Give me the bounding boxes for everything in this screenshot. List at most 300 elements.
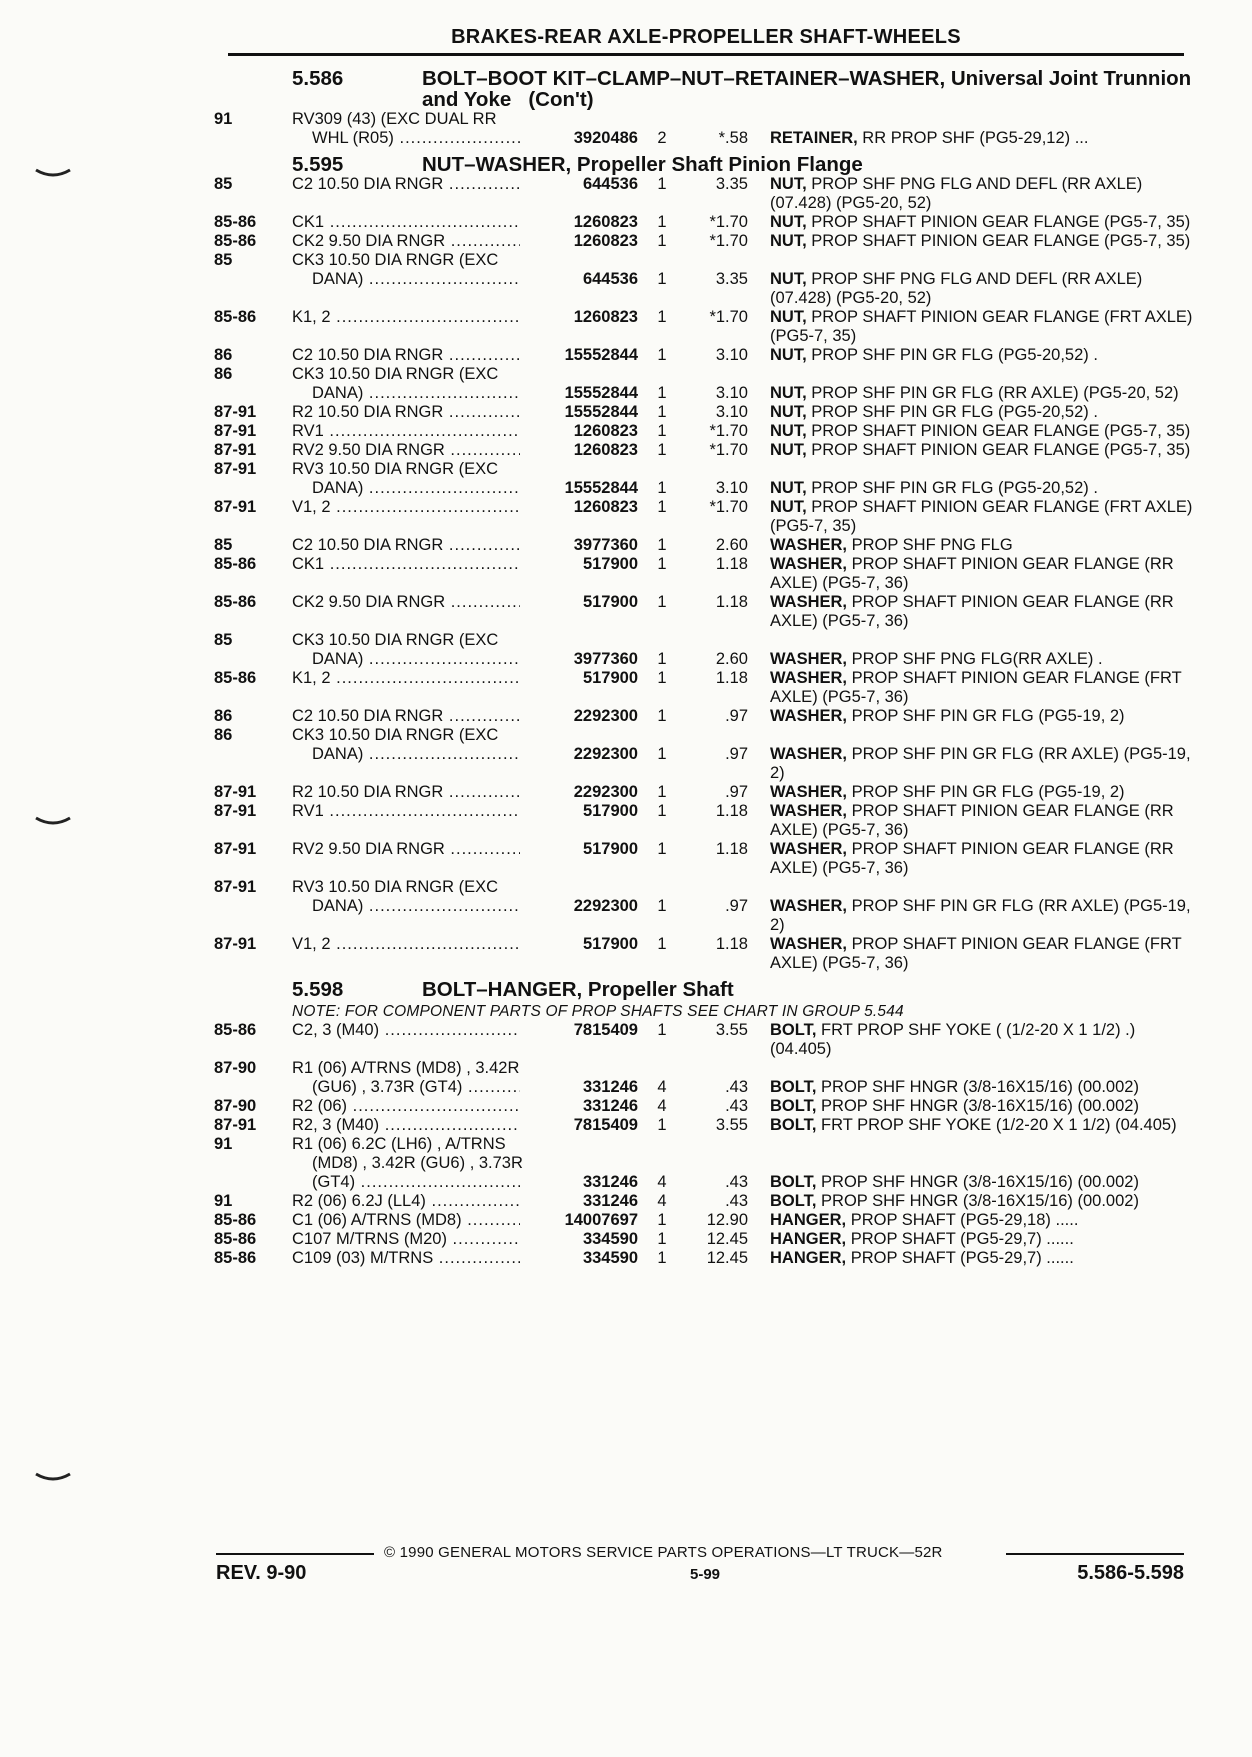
part-details: PROP SHF PIN GR FLG (PG5-19, 2) <box>851 783 1125 801</box>
price: .43 <box>725 1078 748 1096</box>
part-name: BOLT, <box>770 1097 817 1115</box>
part-number: 1260823 <box>573 422 638 440</box>
part-name: WASHER, <box>770 840 848 858</box>
price: .43 <box>725 1173 748 1191</box>
part-name: NUT, <box>770 175 807 193</box>
model-text: DANA) ..... <box>312 384 520 402</box>
parts-row <box>214 1192 1194 1211</box>
quantity: 1 <box>657 346 667 364</box>
part-details: RR PROP SHF (PG5-29,12) ... <box>862 129 1089 147</box>
model-text: DANA) ..... <box>312 270 520 288</box>
quantity: 1 <box>657 1249 667 1267</box>
part-name: WASHER, <box>770 745 848 763</box>
price: 3.10 <box>715 479 748 497</box>
price: 1.18 <box>715 669 748 687</box>
model-text: C1 (06) A/TRNS (MD8) ..... <box>292 1211 520 1229</box>
section-number: 5.595 <box>292 153 344 176</box>
price: 3.10 <box>715 346 748 364</box>
part-details: PROP SHAFT (PG5-29,7) ...... <box>850 1230 1074 1248</box>
quantity: 1 <box>657 1230 667 1248</box>
model-line <box>280 650 520 669</box>
model-line-last <box>280 650 748 669</box>
model-year: 85 <box>214 175 233 193</box>
quantity: 1 <box>657 1021 667 1039</box>
price: 1.18 <box>715 593 748 611</box>
binder-hole-mark <box>34 814 72 828</box>
application-block <box>280 346 748 365</box>
part-number: 7815409 <box>573 1116 638 1134</box>
model-text: DANA) ..... <box>312 897 520 915</box>
part-name: WASHER, <box>770 669 848 687</box>
quantity: 1 <box>657 498 667 516</box>
application-block <box>280 460 748 498</box>
model-text: RV1 ..... <box>292 802 520 820</box>
quantity: 1 <box>657 213 667 231</box>
application-block <box>280 403 748 422</box>
quantity: 1 <box>657 555 667 573</box>
quantity: 1 <box>657 175 667 193</box>
part-details: PROP SHF PIN GR FLG (RR AXLE) (PG5-19, 2) <box>770 897 1191 934</box>
parts-row <box>214 1211 1194 1230</box>
model-line-last <box>280 346 748 365</box>
price: 1.18 <box>715 555 748 573</box>
model-line-last <box>280 1097 748 1116</box>
model-line <box>280 384 520 403</box>
price: 3.10 <box>715 403 748 421</box>
part-description <box>748 1078 1194 1097</box>
part-description <box>748 1230 1194 1249</box>
part-description <box>748 935 1194 973</box>
model-line-last <box>280 384 748 403</box>
part-details: PROP SHF HNGR (3/8-16X15/16) (00.002) <box>821 1173 1139 1191</box>
quantity: 4 <box>657 1097 667 1115</box>
part-details: PROP SHF PIN GR FLG (PG5-20,52) . <box>811 479 1098 497</box>
model-line-last <box>280 422 748 441</box>
model-year: 91 <box>214 1192 233 1210</box>
price: 3.55 <box>715 1116 748 1134</box>
application-block <box>280 232 748 251</box>
model-line-last <box>280 403 748 422</box>
model-text: CK2 9.50 DIA RNGR ..... <box>292 593 520 611</box>
model-line-last <box>280 745 748 764</box>
parts-row <box>214 346 1194 365</box>
part-number: 331246 <box>582 1173 638 1191</box>
model-text: K1, 2 ..... <box>292 669 520 687</box>
model-line: R1 (06) 6.2C (LH6) , A/TRNS <box>292 1135 506 1153</box>
part-description <box>748 897 1194 935</box>
part-description <box>748 1211 1194 1230</box>
model-year: 85-86 <box>214 213 257 231</box>
model-text: CK1 ..... <box>292 555 520 573</box>
part-name: HANGER, <box>770 1249 847 1267</box>
part-details: PROP SHAFT PINION GEAR FLANGE (FRT AXLE) (PG5-7, 36) <box>770 669 1182 706</box>
model-line <box>280 270 520 289</box>
model-year: 87-91 <box>214 498 257 516</box>
quantity: 1 <box>657 308 667 326</box>
part-name: NUT, <box>770 498 807 516</box>
model-text: WHL (R05) ..... <box>312 129 520 147</box>
model-line <box>280 129 520 148</box>
parts-row <box>214 726 1194 783</box>
parts-row <box>214 555 1194 593</box>
model-text: C2 10.50 DIA RNGR ..... <box>292 707 520 725</box>
model-line <box>280 346 520 365</box>
part-description <box>748 555 1194 593</box>
parts-row <box>214 593 1194 631</box>
model-year: 91 <box>214 1135 233 1153</box>
part-description <box>748 422 1194 441</box>
model-year: 85-86 <box>214 308 257 326</box>
part-details: PROP SHAFT PINION GEAR FLANGE (FRT AXLE) (PG5-7, 35) <box>770 308 1193 345</box>
header-rule <box>228 53 1184 56</box>
model-line <box>280 232 520 251</box>
model-text: V1, 2 ..... <box>292 935 520 953</box>
part-description <box>748 745 1194 783</box>
part-name: WASHER, <box>770 897 848 915</box>
section-note: NOTE: FOR COMPONENT PARTS OF PROP SHAFTS SEE CHART IN GROUP 5.544 <box>292 1003 904 1020</box>
part-name: BOLT, <box>770 1078 817 1096</box>
model-year: 86 <box>214 707 233 725</box>
model-year: 85 <box>214 536 233 554</box>
quantity: 1 <box>657 270 667 288</box>
model-line <box>280 536 520 555</box>
part-description <box>748 669 1194 707</box>
quantity: 1 <box>657 422 667 440</box>
quantity: 1 <box>657 441 667 459</box>
part-details: PROP SHF PIN GR FLG (PG5-19, 2) <box>851 707 1125 725</box>
part-name: WASHER, <box>770 802 848 820</box>
parts-row <box>214 213 1194 232</box>
model-text: K1, 2 ..... <box>292 308 520 326</box>
parts-row <box>214 175 1194 213</box>
parts-row <box>214 783 1194 802</box>
quantity: 1 <box>657 1116 667 1134</box>
parts-row <box>214 878 1194 935</box>
model-line: RV3 10.50 DIA RNGR (EXC <box>292 878 499 896</box>
model-text: R2, 3 (M40) ..... <box>292 1116 520 1134</box>
footer-copyright: © 1990 GENERAL MOTORS SERVICE PARTS OPERATIONS—LT TRUCK—52R <box>384 1544 943 1561</box>
quantity: 1 <box>657 897 667 915</box>
quantity: 1 <box>657 707 667 725</box>
model-line-last <box>280 175 748 194</box>
price: .43 <box>725 1097 748 1115</box>
model-line <box>280 555 520 574</box>
part-number: 1260823 <box>573 232 638 250</box>
part-number: 3920486 <box>573 129 638 147</box>
part-name: HANGER, <box>770 1211 847 1229</box>
part-details: PROP SHF HNGR (3/8-16X15/16) (00.002) <box>821 1192 1139 1210</box>
part-details: PROP SHAFT PINION GEAR FLANGE (RR AXLE) (PG5-7, 36) <box>770 802 1174 839</box>
model-year: 87-91 <box>214 441 257 459</box>
model-line <box>280 897 520 916</box>
model-year: 85-86 <box>214 1249 257 1267</box>
price: 1.18 <box>715 802 748 820</box>
part-name: NUT, <box>770 346 807 364</box>
model-line: CK3 10.50 DIA RNGR (EXC <box>292 726 499 744</box>
application-block <box>280 308 748 327</box>
quantity: 1 <box>657 536 667 554</box>
model-line-last <box>280 308 748 327</box>
model-text: R2 10.50 DIA RNGR ..... <box>292 783 520 801</box>
model-line-last <box>280 1211 748 1230</box>
application-block <box>280 1135 748 1192</box>
part-details: PROP SHAFT PINION GEAR FLANGE (PG5-7, 35) <box>811 213 1191 231</box>
part-name: NUT, <box>770 403 807 421</box>
part-details: PROP SHF PIN GR FLG (PG5-20,52) . <box>811 403 1098 421</box>
quantity: 1 <box>657 479 667 497</box>
parts-listing <box>214 68 1194 1268</box>
model-year: 87-91 <box>214 460 257 478</box>
parts-row <box>214 631 1194 669</box>
model-line-last <box>280 270 748 289</box>
parts-row <box>214 802 1194 840</box>
footer-rule <box>1006 1553 1184 1555</box>
model-line <box>280 1249 520 1268</box>
price: 12.90 <box>706 1211 748 1229</box>
application-block <box>280 1021 748 1040</box>
part-description <box>748 308 1194 346</box>
quantity: 1 <box>657 935 667 953</box>
model-line <box>280 1211 520 1230</box>
part-description <box>748 840 1194 878</box>
price: 2.60 <box>715 536 748 554</box>
quantity: 1 <box>657 403 667 421</box>
quantity: 1 <box>657 802 667 820</box>
model-line-last <box>280 441 748 460</box>
model-year: 87-90 <box>214 1097 257 1115</box>
part-description <box>748 270 1194 308</box>
application-block <box>280 935 748 954</box>
part-number: 1260823 <box>573 213 638 231</box>
part-description <box>748 707 1194 726</box>
part-details: PROP SHF PIN GR FLG (RR AXLE) (PG5-20, 52) <box>811 384 1179 402</box>
application-block <box>280 726 748 764</box>
part-details: PROP SHAFT PINION GEAR FLANGE (PG5-7, 35) <box>811 441 1191 459</box>
binder-hole-mark <box>34 166 72 180</box>
model-line-last <box>280 498 748 517</box>
part-number: 517900 <box>582 593 638 611</box>
model-line <box>280 308 520 327</box>
application-block <box>280 422 748 441</box>
model-year: 85-86 <box>214 1021 257 1039</box>
part-name: BOLT, <box>770 1021 817 1039</box>
model-text: C107 M/TRNS (M20) ..... <box>292 1230 520 1248</box>
model-line <box>280 840 520 859</box>
part-details: PROP SHAFT PINION GEAR FLANGE (PG5-7, 35) <box>811 232 1191 250</box>
model-line <box>280 802 520 821</box>
application-block <box>280 840 748 859</box>
model-line-last <box>280 707 748 726</box>
part-number: 2292300 <box>573 783 638 801</box>
model-line-last <box>280 669 748 688</box>
part-number: 7815409 <box>573 1021 638 1039</box>
section-title-text: NUT–WASHER, Propeller Shaft Pinion Flange <box>422 153 863 176</box>
price: 12.45 <box>706 1249 748 1267</box>
part-description <box>748 783 1194 802</box>
part-name: RETAINER, <box>770 129 858 147</box>
price: 3.35 <box>715 175 748 193</box>
part-number: 517900 <box>582 840 638 858</box>
parts-row <box>214 403 1194 422</box>
application-block <box>280 555 748 574</box>
part-name: NUT, <box>770 479 807 497</box>
part-details: PROP SHAFT PINION GEAR FLANGE (RR AXLE) (PG5-7, 36) <box>770 555 1174 592</box>
model-year: 87-91 <box>214 840 257 858</box>
model-line <box>280 935 520 954</box>
part-number: 517900 <box>582 802 638 820</box>
model-text: R2 (06) 6.2J (LL4) ..... <box>292 1192 520 1210</box>
parts-row <box>214 1230 1194 1249</box>
parts-row <box>214 422 1194 441</box>
section-heading <box>214 979 1194 1000</box>
model-line <box>280 213 520 232</box>
part-name: HANGER, <box>770 1230 847 1248</box>
page-title: BRAKES-REAR AXLE-PROPELLER SHAFT-WHEELS <box>451 26 961 48</box>
model-year: 87-91 <box>214 802 257 820</box>
model-year: 85-86 <box>214 669 257 687</box>
price: 1.18 <box>715 935 748 953</box>
application-block <box>280 213 748 232</box>
part-name: WASHER, <box>770 707 848 725</box>
part-number: 331246 <box>582 1078 638 1096</box>
part-number: 331246 <box>582 1097 638 1115</box>
model-text: C2 10.50 DIA RNGR ..... <box>292 536 520 554</box>
model-line <box>280 498 520 517</box>
model-year: 85-86 <box>214 232 257 250</box>
part-description <box>748 403 1194 422</box>
parts-row <box>214 251 1194 308</box>
quantity: 4 <box>657 1173 667 1191</box>
price: .97 <box>725 783 748 801</box>
part-name: NUT, <box>770 270 807 288</box>
parts-row <box>214 1021 1194 1059</box>
part-details: PROP SHAFT PINION GEAR FLANGE (FRT AXLE) (PG5-7, 36) <box>770 935 1182 972</box>
application-block <box>280 1059 748 1097</box>
application-block <box>280 631 748 669</box>
model-text: RV2 9.50 DIA RNGR ..... <box>292 441 520 459</box>
model-year: 87-91 <box>214 783 257 801</box>
model-line-last <box>280 1078 748 1097</box>
part-description <box>748 129 1194 148</box>
application-block <box>280 1211 748 1230</box>
model-line: CK3 10.50 DIA RNGR (EXC <box>292 251 499 269</box>
part-description <box>748 1249 1194 1268</box>
part-description <box>748 346 1194 365</box>
part-number: 334590 <box>582 1230 638 1248</box>
section-title <box>422 154 1194 175</box>
application-block <box>280 707 748 726</box>
model-line-last <box>280 479 748 498</box>
application-block <box>280 498 748 517</box>
model-text: R2 (06) ..... <box>292 1097 520 1115</box>
application-block <box>280 1116 748 1135</box>
model-line <box>280 1230 520 1249</box>
model-line: RV309 (43) (EXC DUAL RR <box>292 110 497 128</box>
model-line <box>280 1021 520 1040</box>
part-description <box>748 593 1194 631</box>
footer-rule <box>216 1553 374 1555</box>
model-year: 85 <box>214 631 233 649</box>
model-text: CK2 9.50 DIA RNGR ..... <box>292 232 520 250</box>
model-line-last <box>280 213 748 232</box>
part-details: PROP SHAFT (PG5-29,7) ...... <box>850 1249 1074 1267</box>
part-number: 15552844 <box>564 384 638 402</box>
application-block <box>280 1192 748 1211</box>
application-block <box>280 878 748 916</box>
quantity: 1 <box>657 384 667 402</box>
part-description <box>748 650 1194 669</box>
model-line <box>280 783 520 802</box>
part-details: PROP SHAFT PINION GEAR FLANGE (RR AXLE) (PG5-7, 36) <box>770 593 1174 630</box>
part-name: WASHER, <box>770 536 848 554</box>
model-line-last <box>280 1116 748 1135</box>
section-heading <box>214 154 1194 175</box>
part-number: 331246 <box>582 1192 638 1210</box>
parts-row <box>214 441 1194 460</box>
part-description <box>748 175 1194 213</box>
model-text: C2, 3 (M40) ..... <box>292 1021 520 1039</box>
part-number: 517900 <box>582 555 638 573</box>
price: 12.45 <box>706 1230 748 1248</box>
part-name: NUT, <box>770 441 807 459</box>
part-number: 2292300 <box>573 897 638 915</box>
part-number: 1260823 <box>573 441 638 459</box>
part-description <box>748 498 1194 536</box>
model-line <box>280 403 520 422</box>
price: 3.10 <box>715 384 748 402</box>
section-heading <box>214 68 1194 110</box>
application-block <box>280 669 748 688</box>
part-details: PROP SHF PIN GR FLG (PG5-20,52) . <box>811 346 1098 364</box>
model-text: C2 10.50 DIA RNGR ..... <box>292 175 520 193</box>
quantity: 1 <box>657 1211 667 1229</box>
part-name: WASHER, <box>770 555 848 573</box>
section-range: 5.586-5.598 <box>1077 1562 1184 1584</box>
part-description <box>748 479 1194 498</box>
model-line: CK3 10.50 DIA RNGR (EXC <box>292 631 499 649</box>
page-number: 5-99 <box>690 1566 721 1583</box>
parts-row <box>214 1116 1194 1135</box>
part-name: BOLT, <box>770 1192 817 1210</box>
parts-row <box>214 935 1194 973</box>
parts-row <box>214 707 1194 726</box>
part-details: FRT PROP SHF YOKE ( (1/2-20 X 1 1/2) .) (04.405) <box>770 1021 1136 1058</box>
parts-row <box>214 1249 1194 1268</box>
model-line: RV3 10.50 DIA RNGR (EXC <box>292 460 499 478</box>
model-year: 91 <box>214 110 233 128</box>
quantity: 1 <box>657 669 667 687</box>
section-title <box>422 979 1194 1000</box>
price: *1.70 <box>709 232 748 250</box>
part-number: 644536 <box>582 270 638 288</box>
model-line <box>280 669 520 688</box>
model-text: RV2 9.50 DIA RNGR ..... <box>292 840 520 858</box>
section-title-text: BOLT–BOOT KIT–CLAMP–NUT–RETAINER–WASHER, Universal Joint Trunnion and Yoke <box>422 67 1192 111</box>
model-text: DANA) ..... <box>312 745 520 763</box>
model-year: 85-86 <box>214 593 257 611</box>
part-details: FRT PROP SHF YOKE (1/2-20 X 1 1/2) (04.405) <box>821 1116 1177 1134</box>
quantity: 1 <box>657 745 667 763</box>
model-year: 87-91 <box>214 422 257 440</box>
parts-row <box>214 1059 1194 1097</box>
part-description <box>748 1116 1194 1135</box>
model-line-last <box>280 1192 748 1211</box>
parts-row <box>214 498 1194 536</box>
model-line-last <box>280 232 748 251</box>
part-name: BOLT, <box>770 1173 817 1191</box>
section-title <box>422 68 1194 110</box>
part-number: 517900 <box>582 669 638 687</box>
